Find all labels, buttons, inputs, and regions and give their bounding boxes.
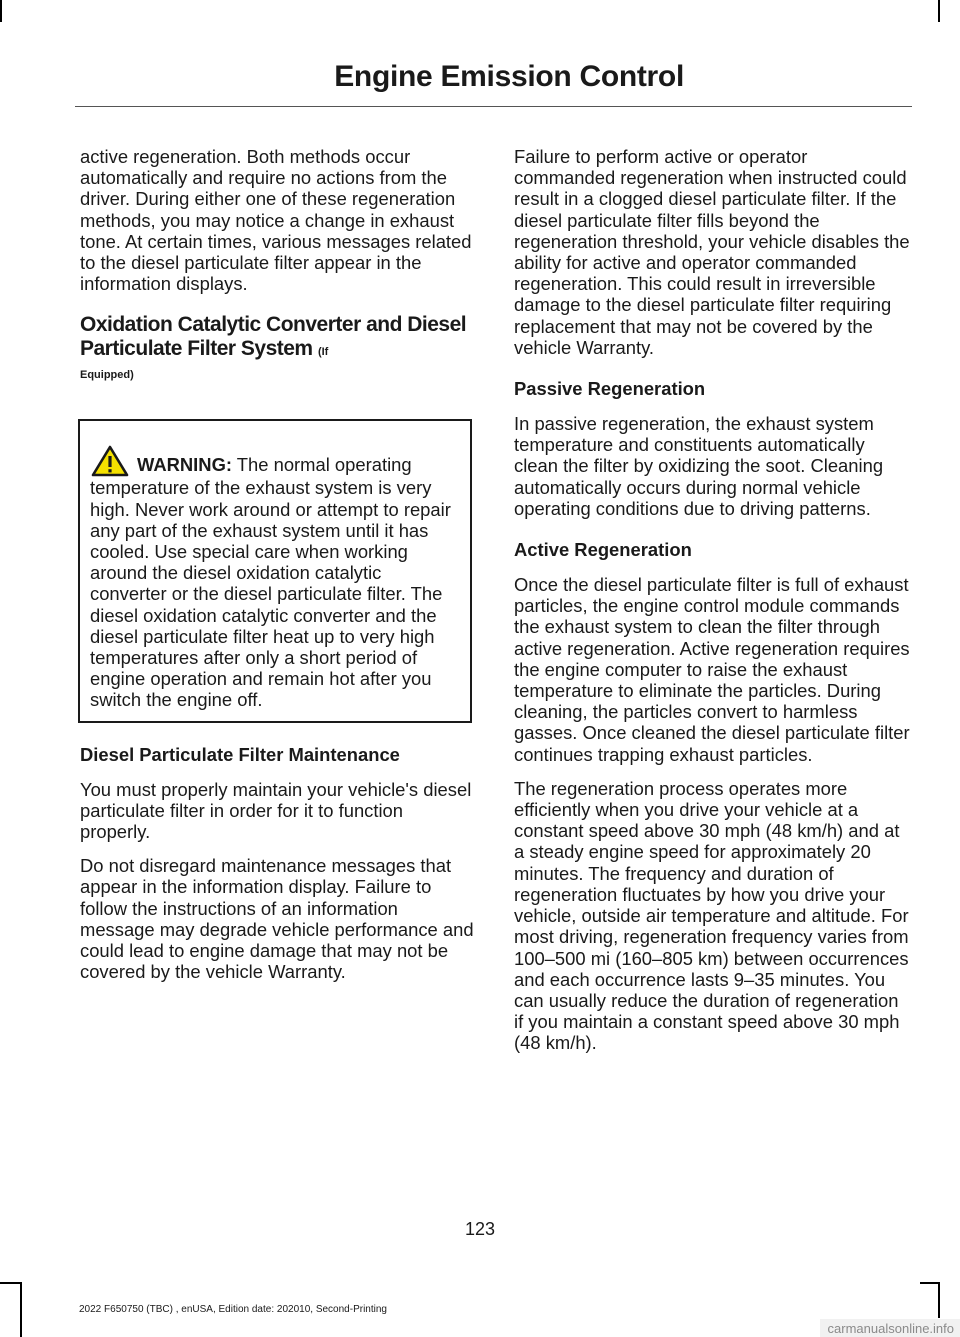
header-divider <box>75 106 912 107</box>
regeneration-failure-paragraph: Failure to perform active or operator commanded regeneration when instructed could result in a clogged diesel particulate filter. If the diesel particulate filter fills beyond the regeneration threshold, your vehicle disables the ability for active and operator commanded regeneration. This could result in irreversible damage to the diesel particulate filter requiring replacement that may not be covered by the vehicle Warranty. <box>514 146 910 358</box>
warning-label: WARNING: <box>137 454 233 476</box>
crop-mark-bottom-left-v <box>20 1282 22 1337</box>
passive-regeneration-paragraph: In passive regeneration, the exhaust system temperature and constituents automatically clean the filter by oxidizing the soot. Cleaning automatically occurs during normal vehicle operating conditions due to driving patterns. <box>514 413 884 519</box>
active-regeneration-heading: Active Regeneration <box>514 539 692 561</box>
crop-mark-bottom-right-v <box>938 1284 940 1318</box>
warning-text: The normal operating temperature of the exhaust system is very high. Never work around or attempt to repair any part of the exhaust system until it has cooled. Use special care when working around the diesel oxidation catalytic converter or the diesel particulate filter. The diesel oxidation catalytic converter and the diesel particulate filter heat up to very high temperatures after only a short period of engine operation and remain hot after you switch the engine off. <box>90 454 451 711</box>
left-column <box>80 146 474 995</box>
section-heading-text: Oxidation Catalytic Converter and Diesel Particulate Filter System <box>80 313 467 361</box>
section-heading <box>80 313 474 364</box>
footer-edition: 2022 F650750 (TBC) , enUSA, Edition date: 202010, Second-Printing <box>79 1304 387 1315</box>
active-regeneration-paragraph-2: The regeneration process operates more efficiently when you drive your vehicle at a constant speed above 30 mph (48 km/h) and at a steady engine speed for approximately 20 minutes. The frequency and duration of regeneration fluctuates by how you drive your vehicle, outside air temperature and altitude. For most driving, regeneration frequency varies from 100–500 mi (160–805 km) between occurrences and each occurrence lasts 9–35 minutes. You can usually reduce the duration of regeneration if you maintain a constant speed above 30 mph (48 km/h). <box>514 777 909 1054</box>
passive-regeneration-heading: Passive Regeneration <box>514 378 706 400</box>
warning-box <box>78 419 472 722</box>
page-number: 123 <box>464 1219 496 1239</box>
section-heading-note: Equipped) <box>80 369 134 382</box>
section-heading-suffix: (If <box>317 346 329 359</box>
right-column <box>514 146 910 1067</box>
page-header-title: Engine Emission Control <box>334 60 684 93</box>
intro-paragraph: active regeneration. Both methods occur automatically and require no actions from the driver. During either one of these regeneration methods, you may notice a change in exhaust tone. At certain times, various messages related to the diesel particulate filter appear in the information displays. <box>80 146 472 295</box>
warning-paragraph <box>90 445 463 710</box>
crop-mark-bottom-right <box>920 1282 940 1284</box>
crop-mark-top-right <box>938 0 940 22</box>
maintenance-paragraph-1: You must properly maintain your vehicle's diesel particulate filter in order for it to function properly. <box>80 778 472 843</box>
crop-mark-bottom-left <box>0 1282 20 1284</box>
watermark: carmanualsonline.info <box>820 1319 960 1337</box>
crop-mark-top-left <box>0 0 2 22</box>
active-regeneration-paragraph-1: Once the diesel particulate filter is full of exhaust particles, the engine control module commands the exhaust system to clean the filter through active regeneration. Active regeneration requires the engine computer to raise the exhaust temperature to eliminate the particles. During cleaning, the particles convert to harmless gasses. Once cleaned the diesel particulate filter continues trapping exhaust particles. <box>514 574 910 765</box>
maintenance-paragraph-2: Do not disregard maintenance messages that appear in the information display. Failure to follow the instructions of an information message may degrade vehicle performance and could lead to engine damage that may not be covered by the vehicle Warranty. <box>80 855 474 983</box>
maintenance-heading: Diesel Particulate Filter Maintenance <box>80 743 400 765</box>
warning-triangle-icon <box>91 445 129 477</box>
